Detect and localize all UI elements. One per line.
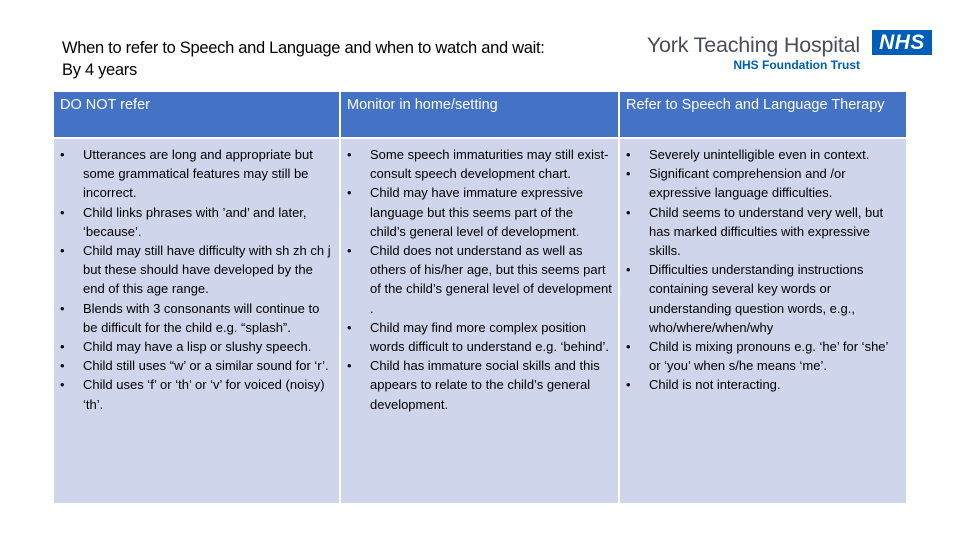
list-item: • Child may have immature expressive language but this seems part of the child’s general level of development. <box>345 183 612 241</box>
column-refer <box>618 139 906 503</box>
page-title <box>62 37 622 81</box>
list-item: • Significant comprehension and /or expressive language difficulties. <box>624 164 900 202</box>
list-item: • Child may still have difficulty with sh zh ch j but these should have developed by the end of this age range. <box>58 241 333 299</box>
list-item: • Utterances are long and appropriate but some grammatical features may still be incorrect. <box>58 145 333 203</box>
list-item: • Child may find more complex position words difficult to understand e.g. ‘behind’. <box>345 318 612 356</box>
list-item: • Child links phrases with ’and’ and later, ‘because’. <box>58 203 333 241</box>
list-item: • Child may have a lisp or slushy speech. <box>58 337 333 356</box>
referral-table <box>54 92 906 503</box>
bullet-list <box>345 145 612 414</box>
list-item: • Child still uses “w’ or a similar sound for ‘r’. <box>58 356 333 375</box>
bullet-list <box>624 145 900 395</box>
column-do-not-refer <box>54 139 339 503</box>
header-refer: Refer to Speech and Language Therapy <box>618 92 906 139</box>
list-item: • Child is mixing pronouns e.g. ‘he’ for ‘she’ or ‘you’ when s/he means ‘me’. <box>624 337 900 375</box>
list-item: • Severely unintelligible even in context. <box>624 145 900 164</box>
list-item: • Difficulties understanding instructions containing several key words or understanding question words, e.g., who/where/when/why <box>624 260 900 337</box>
header-monitor: Monitor in home/setting <box>339 92 618 139</box>
list-item: • Child uses ‘f’ or ‘th’ or ‘v’ for voiced (noisy) ‘th’. <box>58 375 333 413</box>
list-item: • Blends with 3 consonants will continue to be difficult for the child e.g. “splash”. <box>58 299 333 337</box>
nhs-logo <box>642 30 932 76</box>
page-title-line-1: When to refer to Speech and Language and when to watch and wait: <box>62 39 545 57</box>
column-monitor <box>339 139 618 503</box>
list-item: • Child is not interacting. <box>624 375 900 394</box>
logo-hospital-name: York Teaching Hospital <box>646 33 860 57</box>
header-do-not-refer: DO NOT refer <box>54 92 339 139</box>
list-item: • Child does not understand as well as others of his/her age, but this seems part of the child’s general level of development . <box>345 241 612 318</box>
list-item: • Child seems to understand very well, but has marked difficulties with expressive skills. <box>624 203 900 261</box>
logo-trust-name: NHS Foundation Trust <box>733 58 860 72</box>
list-item: • Some speech immaturities may still exist- consult speech development chart. <box>345 145 612 183</box>
nhs-lozenge: NHS <box>872 30 932 55</box>
bullet-list <box>58 145 333 414</box>
page-title-line-2: By 4 years <box>62 61 137 79</box>
list-item: • Child has immature social skills and this appears to relate to the child’s general development. <box>345 356 612 414</box>
